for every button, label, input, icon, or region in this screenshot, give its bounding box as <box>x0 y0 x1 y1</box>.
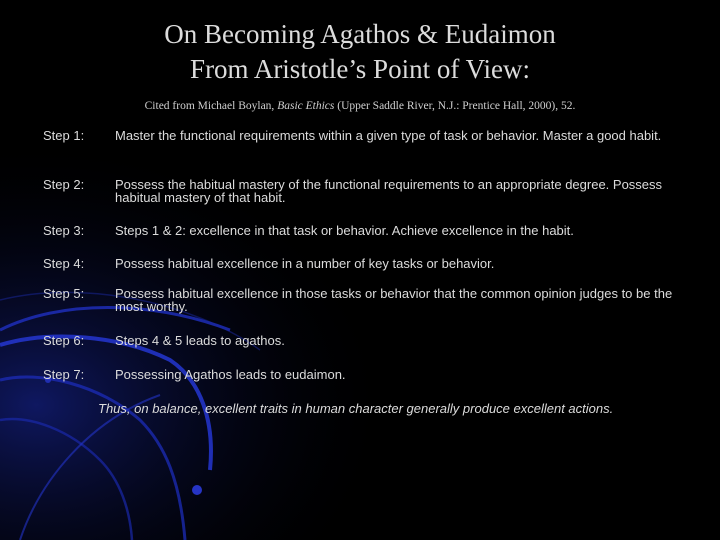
step-text: Possessing Agathos leads to eudaimon. <box>115 367 346 382</box>
step-label: Step 4: <box>43 256 85 271</box>
step-text: Steps 4 & 5 leads to agathos. <box>115 333 285 348</box>
step-text: Possess habitual excellence in those tasks or behavior that the common opinion judges to be the most worthy. <box>115 286 673 314</box>
slide-title-line-2: From Aristotle’s Point of View: <box>190 54 530 84</box>
step-label: Step 1: <box>43 128 85 143</box>
step-label: Step 6: <box>43 333 85 348</box>
citation-suffix: (Upper Saddle River, N.J.: Prentice Hall, 2000), 52. <box>334 100 576 112</box>
citation <box>0 99 720 113</box>
citation-book-title: Basic Ethics <box>277 100 335 112</box>
slide-title-line-1: On Becoming Agathos & Eudaimon <box>164 19 556 49</box>
step-label: Step 5: <box>43 286 85 301</box>
step-label: Step 7: <box>43 367 85 382</box>
step-text: Master the functional requirements within a given type of task or behavior. Master a good habit. <box>115 128 662 143</box>
citation-prefix: Cited from Michael Boylan, <box>144 100 278 112</box>
conclusion-text: Thus, on balance, excellent traits in human character generally produce excellent actions. <box>98 401 614 416</box>
step-text: Possess the habitual mastery of the functional requirements to an appropriate degree. Possess habitual mastery of that habit. <box>115 177 663 205</box>
step-text: Steps 1 & 2: excellence in that task or behavior. Achieve excellence in the habit. <box>115 223 574 238</box>
step-label: Step 3: <box>43 223 85 238</box>
step-text: Possess habitual excellence in a number of key tasks or behavior. <box>115 256 495 271</box>
step-label: Step 2: <box>43 177 85 192</box>
